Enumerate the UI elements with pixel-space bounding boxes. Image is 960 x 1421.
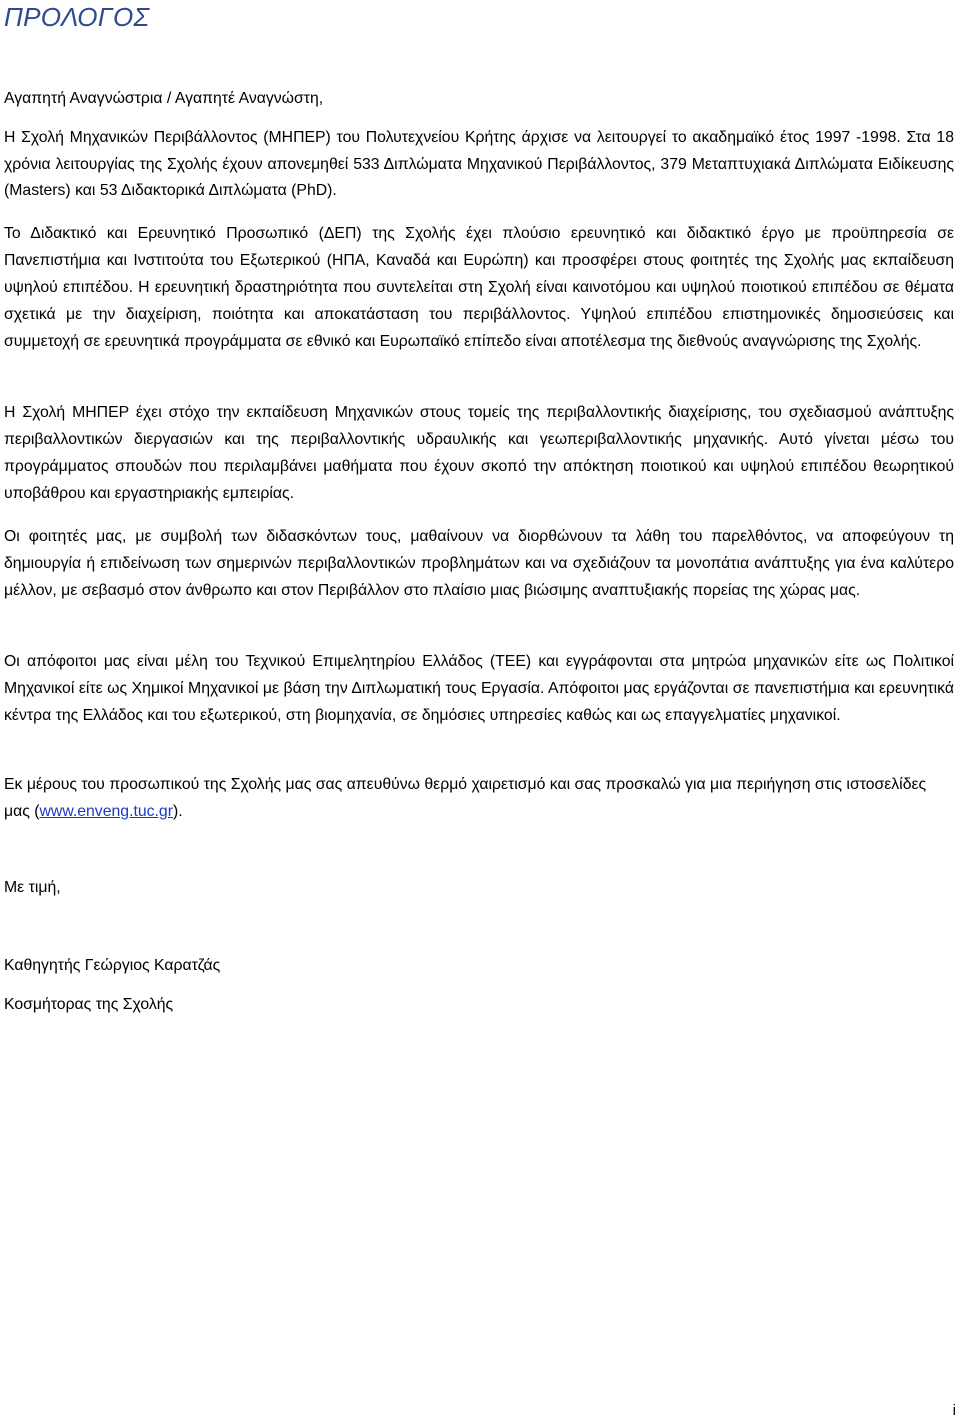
- page-number: i: [952, 1402, 956, 1419]
- paragraph-mission: Η Σχολή ΜΗΠΕΡ έχει στόχο την εκπαίδευση Μηχανικών στους τομείς της περιβαλλοντικής διαχείρισης, του σχεδιασμού ανάπτυξης περιβαλλοντικών διεργασιών και της περιβαλλοντικής υδραυλικής και γεωπεριβαλλοντικής μηχανικής. Αυτό γίνεται μέσω του προγράμματος σπουδών που περιλαμβάνει μαθήματα που έχουν σκοπό την απόκτηση ποιοτικού και υψηλού επιπέδου θεωρητικού υποβάθρου και εργαστηριακής εμπειρίας.: [4, 404, 954, 502]
- invitation-text-end: ).: [172, 803, 183, 820]
- signature-name: Καθηγητής Γεώργιος Καρατζάς: [4, 957, 221, 974]
- paragraph-intro: Η Σχολή Μηχανικών Περιβάλλοντος (ΜΗΠΕΡ) του Πολυτεχνείου Κρήτης άρχισε να λειτουργεί το ακαδημαϊκό έτος 1997 -1998. Στα 18 χρόνια λειτουργίας της Σχολής έχουν απονεμηθεί 533 Διπλώματα Μηχανικού Περιβάλλοντος, 379 Μεταπτυχιακά Διπλώματα Ειδίκευσης (Masters) και 53 Διδακτορικά Διπλώματα (PhD).: [4, 129, 954, 199]
- paragraph-students: Οι φοιτητές μας, με συμβολή των διδασκόντων τους, μαθαίνουν να διορθώνουν τα λάθη του παρελθόντος, να αποφεύγουν τη δημιουργία ή επιδείνωση των σημερινών περιβαλλοντικών προβλημάτων και να σχεδιάζουν τα μονοπάτια ανάπτυξης για ένα καλύτερο μέλλον, με σεβασμό στον άνθρωπο και στον Περιβάλλον στο πλαίσιο μιας βιώσιμης αναπτυξιακής πορείας της χώρας μας.: [4, 528, 954, 599]
- greeting: Αγαπητή Αναγνώστρια / Αγαπητέ Αναγνώστη,: [4, 90, 324, 107]
- invitation-text: Εκ μέρους του προσωπικού της Σχολής μας σας απευθύνω θερμό χαιρετισμό και σας προσκαλώ για μια περιήγηση στις ιστοσελίδες μας (: [4, 776, 927, 820]
- paragraph-graduates: Οι απόφοιτοι μας είναι μέλη του Τεχνικού Επιμελητηρίου Ελλάδος (ΤΕΕ) και εγγράφονται στα μητρώα μηχανικών είτε ως Πολιτικοί Μηχανικοί είτε ως Χημικοί Μηχανικοί με βάση την Διπλωματική τους Εργασία. Απόφοιτοι μας εργάζονται σε πανεπιστήμια και ερευνητικά κέντρα της Ελλάδος και του εξωτερικού, στη βιομηχανία, σε δημόσιες υπηρεσίες καθώς και ως επαγγελματίες μηχανικοί.: [4, 653, 954, 724]
- closing: Με τιμή,: [4, 879, 61, 896]
- paragraph-staff: Το Διδακτικό και Ερευνητικό Προσωπικό (ΔΕΠ) της Σχολής έχει πλούσιο ερευνητικό και διδακτικό έργο με προϋπηρεσία σε Πανεπιστήμια και Ινστιτούτα του Εξωτερικού (ΗΠΑ, Καναδά και Ευρώπη) και προσφέρει στους φοιτητές της Σχολής μας εκπαίδευση υψηλού επιπέδου. Η ερευνητική δραστηριότητα που συντελείται στη Σχολή είναι καινοτόμου και υψηλού ποιοτικού επιπέδου σε θέματα σχετικά με την διαχείριση, ποιότητα και αποκατάσταση του περιβάλλοντος. Υψηλού επιπέδου επιστημονικές δημοσιεύσεις και συμμετοχή σε ερευνητικά προγράμματα σε εθνικό και Ευρωπαϊκό επίπεδο είναι αποτέλεσμα της διεθνούς αναγνώρισης της Σχολής.: [4, 225, 954, 350]
- page-title: ΠΡΟΛΟΓΟΣ: [4, 2, 150, 32]
- website-link[interactable]: www.enveng.tuc.gr: [39, 803, 173, 820]
- signature-role: Κοσμήτορας της Σχολής: [4, 996, 174, 1013]
- paragraph-invitation: [4, 771, 954, 825]
